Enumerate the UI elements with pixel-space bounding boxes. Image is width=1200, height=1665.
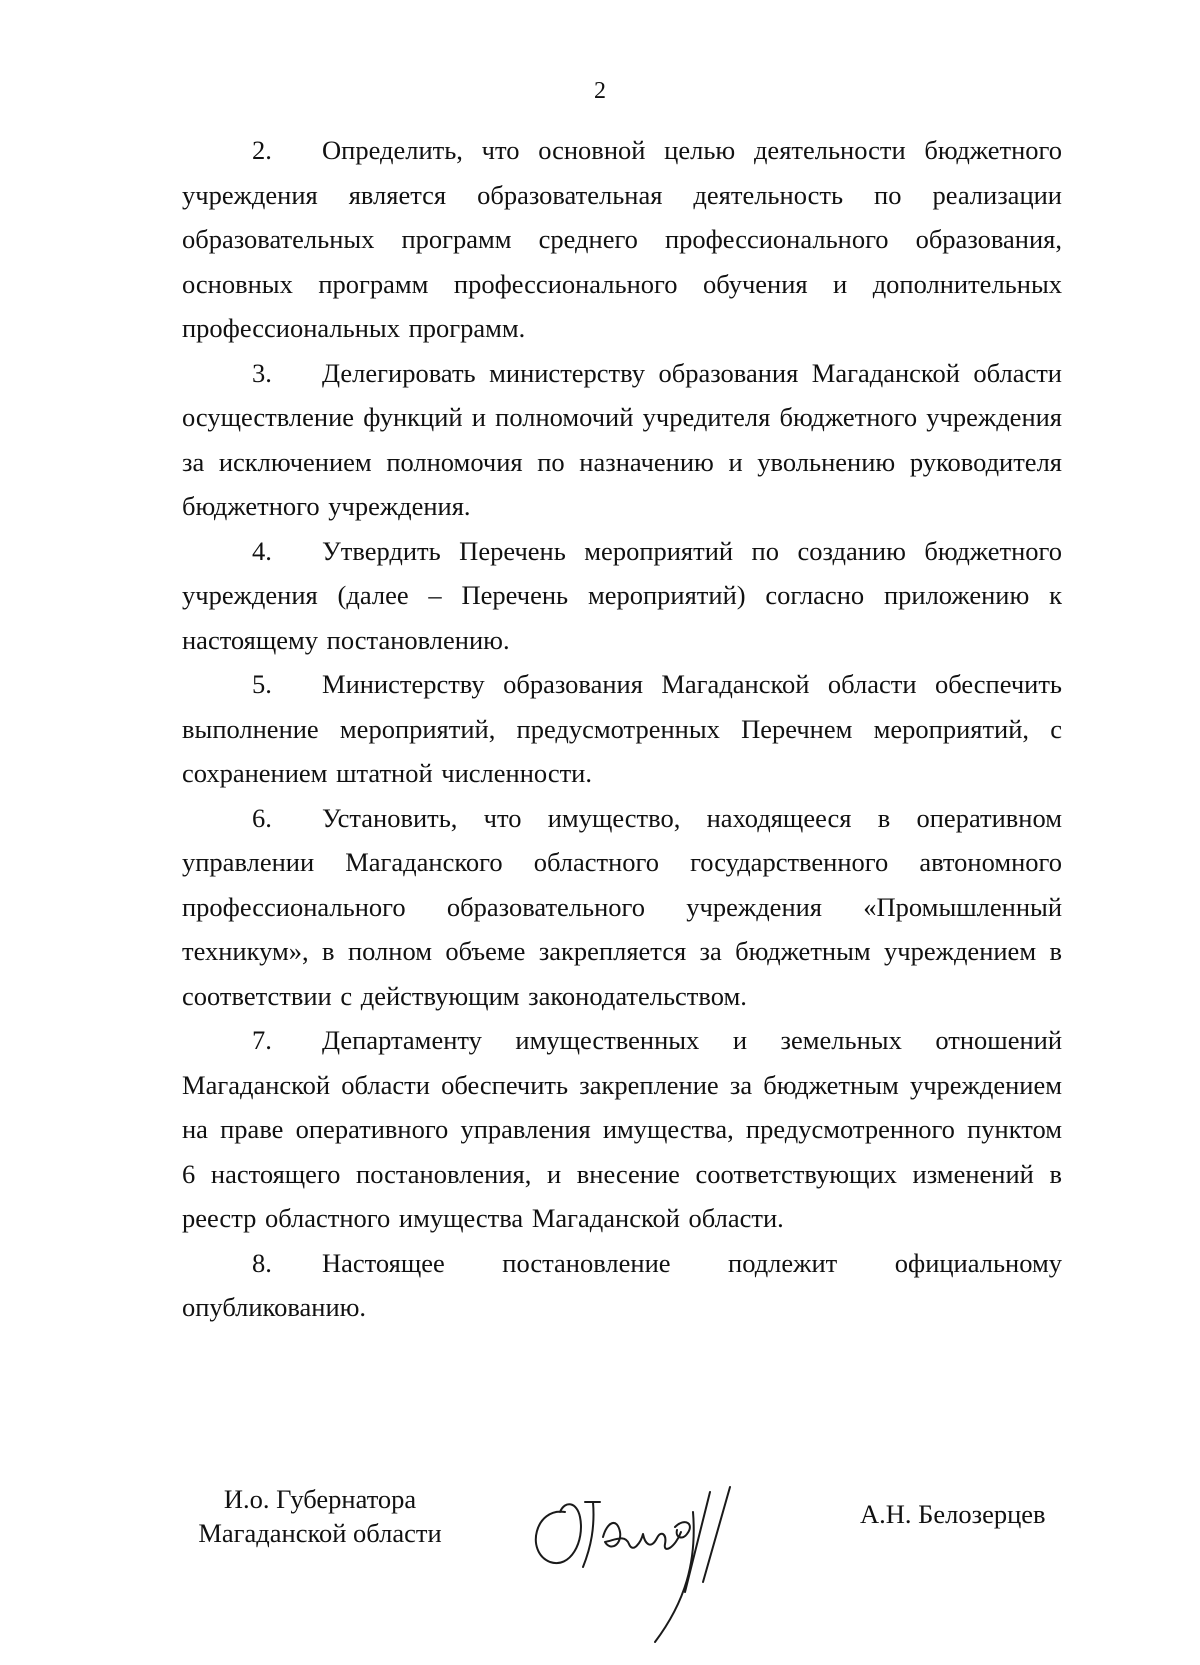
paragraph-2 — [182, 128, 1062, 351]
paragraph-number: 4. — [252, 535, 272, 566]
paragraph-number: 7. — [252, 1025, 272, 1055]
paragraph-number: 2. — [252, 135, 272, 165]
paragraph-3 — [182, 351, 1062, 529]
paragraph-7 — [182, 1018, 1062, 1241]
signature-block — [0, 1472, 1200, 1652]
paragraph-5 — [182, 662, 1062, 796]
paragraph-text: Делегировать министерству образования Магаданской области осуществление функций и полномочий учредителя бюджетного учреждения за исключением полномочия по назначению и увольнению руководителя бюджетного учреждения. — [182, 357, 1062, 521]
paragraph-text: Департаменту имущественных и земельных отношений Магаданской области обеспечить закрепление за бюджетным учреждением на праве оперативного управления имущества, предусмотренного пунктом 6 настоящего постановления, и внесение соответствующих изменений в реестр областного имущества Магаданской области. — [182, 1025, 1062, 1233]
signer-name: А.Н. Белозерцев — [860, 1499, 1046, 1529]
paragraph-text: Утвердить Перечень мероприятий по созданию бюджетного учреждения (далее – Перечень мероприятий) согласно приложению к настоящему постановлению. — [182, 535, 1062, 655]
signer-title — [185, 1482, 455, 1550]
paragraph-number: 8. — [252, 1247, 272, 1278]
paragraph-8 — [182, 1241, 1062, 1330]
paragraph-text: Установить, что имущество, находящееся в оперативном управлении Магаданского областного государственного автономного профессионального образовательного учреждения «Промышленный техникум», в полном объеме закрепляется за бюджетным учреждением в соответствии с действующим законодательством. — [182, 802, 1062, 1011]
handwritten-signature — [525, 1472, 755, 1647]
page-number: 2 — [594, 78, 606, 104]
paragraph-text: Настоящее постановление подлежит официальному опубликованию. — [182, 1247, 1062, 1322]
paragraph-number: 6. — [252, 802, 272, 833]
document-body — [182, 128, 1062, 1330]
paragraph-text: Министерству образования Магаданской области обеспечить выполнение мероприятий, предусмотренных Перечнем мероприятий, с сохранением штатной численности. — [182, 669, 1062, 788]
paragraph-6 — [182, 796, 1062, 1019]
signer-title-line: И.о. Губернатора — [223, 1484, 417, 1514]
signer-title-line: Магаданской области — [198, 1518, 442, 1548]
paragraph-number: 3. — [252, 357, 272, 388]
paragraph-4 — [182, 529, 1062, 663]
paragraph-text: Определить, что основной целью деятельности бюджетного учреждения является образовательная деятельность по реализации образовательных программ среднего профессионального образования, основных программ профессионального обучения и дополнительных профессиональных программ. — [182, 135, 1062, 343]
paragraph-number: 5. — [252, 669, 272, 699]
